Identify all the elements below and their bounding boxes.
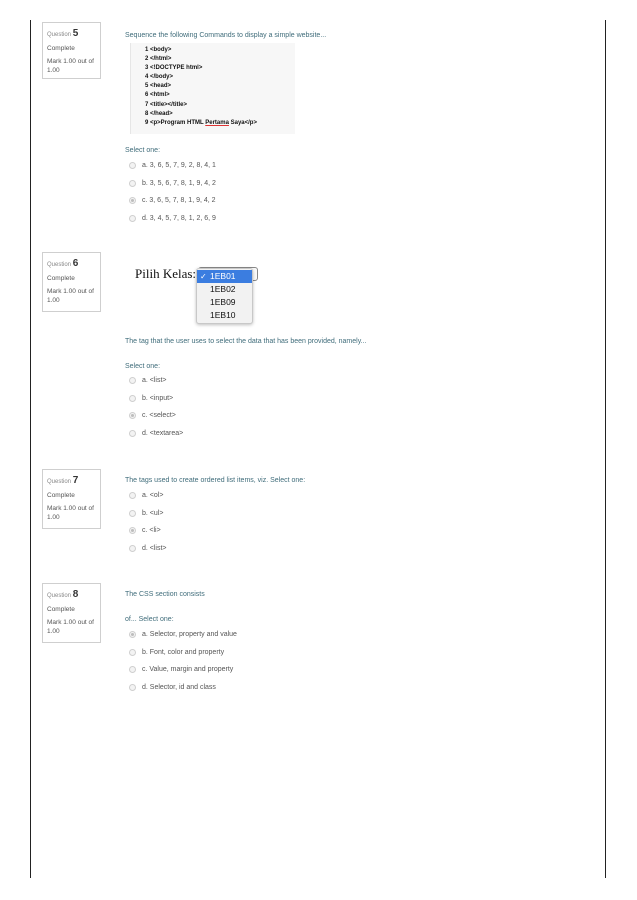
question-number (47, 474, 96, 488)
radio-button[interactable] (129, 180, 136, 187)
question-text: The tags used to create ordered list items, viz. Select one: (125, 477, 306, 484)
answer-label: a. <ol> (142, 492, 164, 500)
radio-button-selected[interactable] (129, 197, 136, 204)
radio-button[interactable] (129, 215, 136, 222)
question-info-6 (42, 252, 101, 312)
question-label: Question (47, 32, 72, 38)
code-snippet-image (130, 43, 295, 134)
answer-label: d. Selector, id and class (142, 683, 216, 691)
radio-button[interactable] (129, 492, 136, 499)
question-text: The CSS section consists (125, 591, 205, 598)
code-line: 5 <head> (145, 83, 172, 90)
answer-label: b. 3, 5, 6, 7, 8, 1, 9, 4, 2 (142, 179, 216, 187)
question-number-value: 5 (72, 28, 79, 39)
answer-option-a[interactable] (129, 372, 183, 390)
answer-option-b[interactable] (129, 644, 237, 662)
question-number (47, 257, 96, 271)
dropdown-option (197, 283, 252, 296)
code-line: 3 <!DOCTYPE html> (145, 65, 203, 72)
question-number-value: 7 (72, 475, 79, 486)
code-line (145, 119, 295, 128)
radio-button[interactable] (129, 395, 136, 402)
code-line: 1 <body> (145, 47, 172, 53)
code-text: 9 <p>Program HTML (145, 119, 206, 126)
answer-label: b. Font, color and property (142, 648, 225, 656)
question-info-8 (42, 583, 101, 643)
question-grade: Mark 1.00 out of 1.00 (47, 505, 94, 522)
code-line: 6 <html> (145, 92, 170, 99)
answer-label: d. <textarea> (142, 429, 184, 437)
question-label: Question (47, 593, 72, 599)
question-info-7 (42, 469, 101, 529)
spellcheck-underlined-word: Pertama (205, 119, 229, 126)
question-grade: Mark 1.00 out of 1.00 (47, 58, 94, 75)
question-state: Complete (47, 274, 75, 282)
answer-option-d[interactable] (129, 679, 237, 697)
answer-label: c. <select> (142, 412, 176, 420)
question-state: Complete (47, 605, 75, 613)
answer-option-a[interactable] (129, 626, 237, 644)
page-border-right (605, 20, 606, 878)
radio-button-selected[interactable] (129, 412, 136, 419)
answer-label: c. <li> (142, 527, 161, 535)
answer-label: a. Selector, property and value (142, 631, 237, 639)
answer-list (129, 626, 237, 696)
code-line: 4 </body> (145, 74, 174, 81)
answer-label: a. <list> (142, 377, 167, 385)
radio-button[interactable] (129, 649, 136, 656)
answer-option-a[interactable] (129, 487, 167, 505)
answer-option-d[interactable] (129, 210, 216, 228)
radio-button[interactable] (129, 377, 136, 384)
question-state: Complete (47, 491, 75, 499)
question-text: Sequence the following Commands to display a simple website... (125, 32, 327, 39)
answer-option-c[interactable] (129, 407, 183, 425)
question-info-5 (42, 22, 101, 79)
answer-option-a[interactable] (129, 157, 216, 175)
radio-button[interactable] (129, 162, 136, 169)
answer-label: d. 3, 4, 5, 7, 8, 1, 2, 6, 9 (142, 214, 216, 222)
answer-label: c. 3, 6, 5, 7, 8, 1, 9, 4, 2 (142, 197, 216, 205)
answer-list (129, 372, 183, 442)
page-border-left (30, 20, 31, 878)
code-text: Saya</p> (228, 119, 257, 126)
select-one-prompt: of... Select one: (125, 616, 174, 623)
answer-label: b. <input> (142, 394, 174, 402)
radio-button[interactable] (129, 510, 136, 517)
answer-list (129, 157, 216, 227)
answer-label: a. 3, 6, 5, 7, 9, 2, 8, 4, 1 (142, 162, 216, 170)
question-label: Question (47, 262, 72, 268)
answer-label: b. <ul> (142, 509, 164, 517)
radio-button[interactable] (129, 684, 136, 691)
code-line: 7 <title></title> (145, 101, 188, 108)
select-one-prompt: Select one: (125, 147, 161, 154)
answer-label: c. Value, margin and property (142, 666, 234, 674)
radio-button-selected[interactable] (129, 527, 136, 534)
answer-label: d. <list> (142, 544, 167, 552)
dropdown-option-label: 1EB01 (210, 271, 236, 281)
dropdown-option (197, 296, 252, 309)
question-grade: Mark 1.00 out of 1.00 (47, 619, 94, 636)
checkmark-icon: ✓ (200, 272, 207, 281)
answer-option-b[interactable] (129, 390, 183, 408)
answer-option-b[interactable] (129, 175, 216, 193)
dropdown-option (197, 309, 252, 322)
question-text: The tag that the user uses to select the data that has been provided, namely... (125, 338, 367, 345)
answer-option-b[interactable] (129, 505, 167, 523)
select-one-prompt: Select one: (125, 363, 161, 370)
question-label: Question (47, 479, 72, 485)
dropdown-option-selected (197, 270, 252, 283)
radio-button-selected[interactable] (129, 631, 136, 638)
radio-button[interactable] (129, 666, 136, 673)
code-line: 8 </head> (145, 110, 173, 117)
dropdown-option-label: 1EB10 (210, 310, 236, 320)
dropdown-option-label: 1EB02 (210, 284, 236, 294)
answer-option-c[interactable] (129, 192, 216, 210)
radio-button[interactable] (129, 430, 136, 437)
answer-option-d[interactable] (129, 425, 183, 443)
question-number-value: 6 (72, 258, 79, 269)
question-state: Complete (47, 44, 75, 52)
radio-button[interactable] (129, 545, 136, 552)
picker-label: Pilih Kelas: (135, 266, 197, 281)
class-dropdown-list (196, 268, 253, 324)
answer-list (129, 487, 167, 557)
question-number-value: 8 (72, 589, 79, 600)
answer-option-d[interactable] (129, 540, 167, 558)
question-grade: Mark 1.00 out of 1.00 (47, 288, 94, 305)
answer-option-c[interactable] (129, 661, 237, 679)
answer-option-c[interactable] (129, 522, 167, 540)
question-number (47, 588, 96, 602)
question-number (47, 27, 96, 41)
dropdown-option-label: 1EB09 (210, 297, 236, 307)
code-line: 2 </html> (145, 56, 172, 63)
